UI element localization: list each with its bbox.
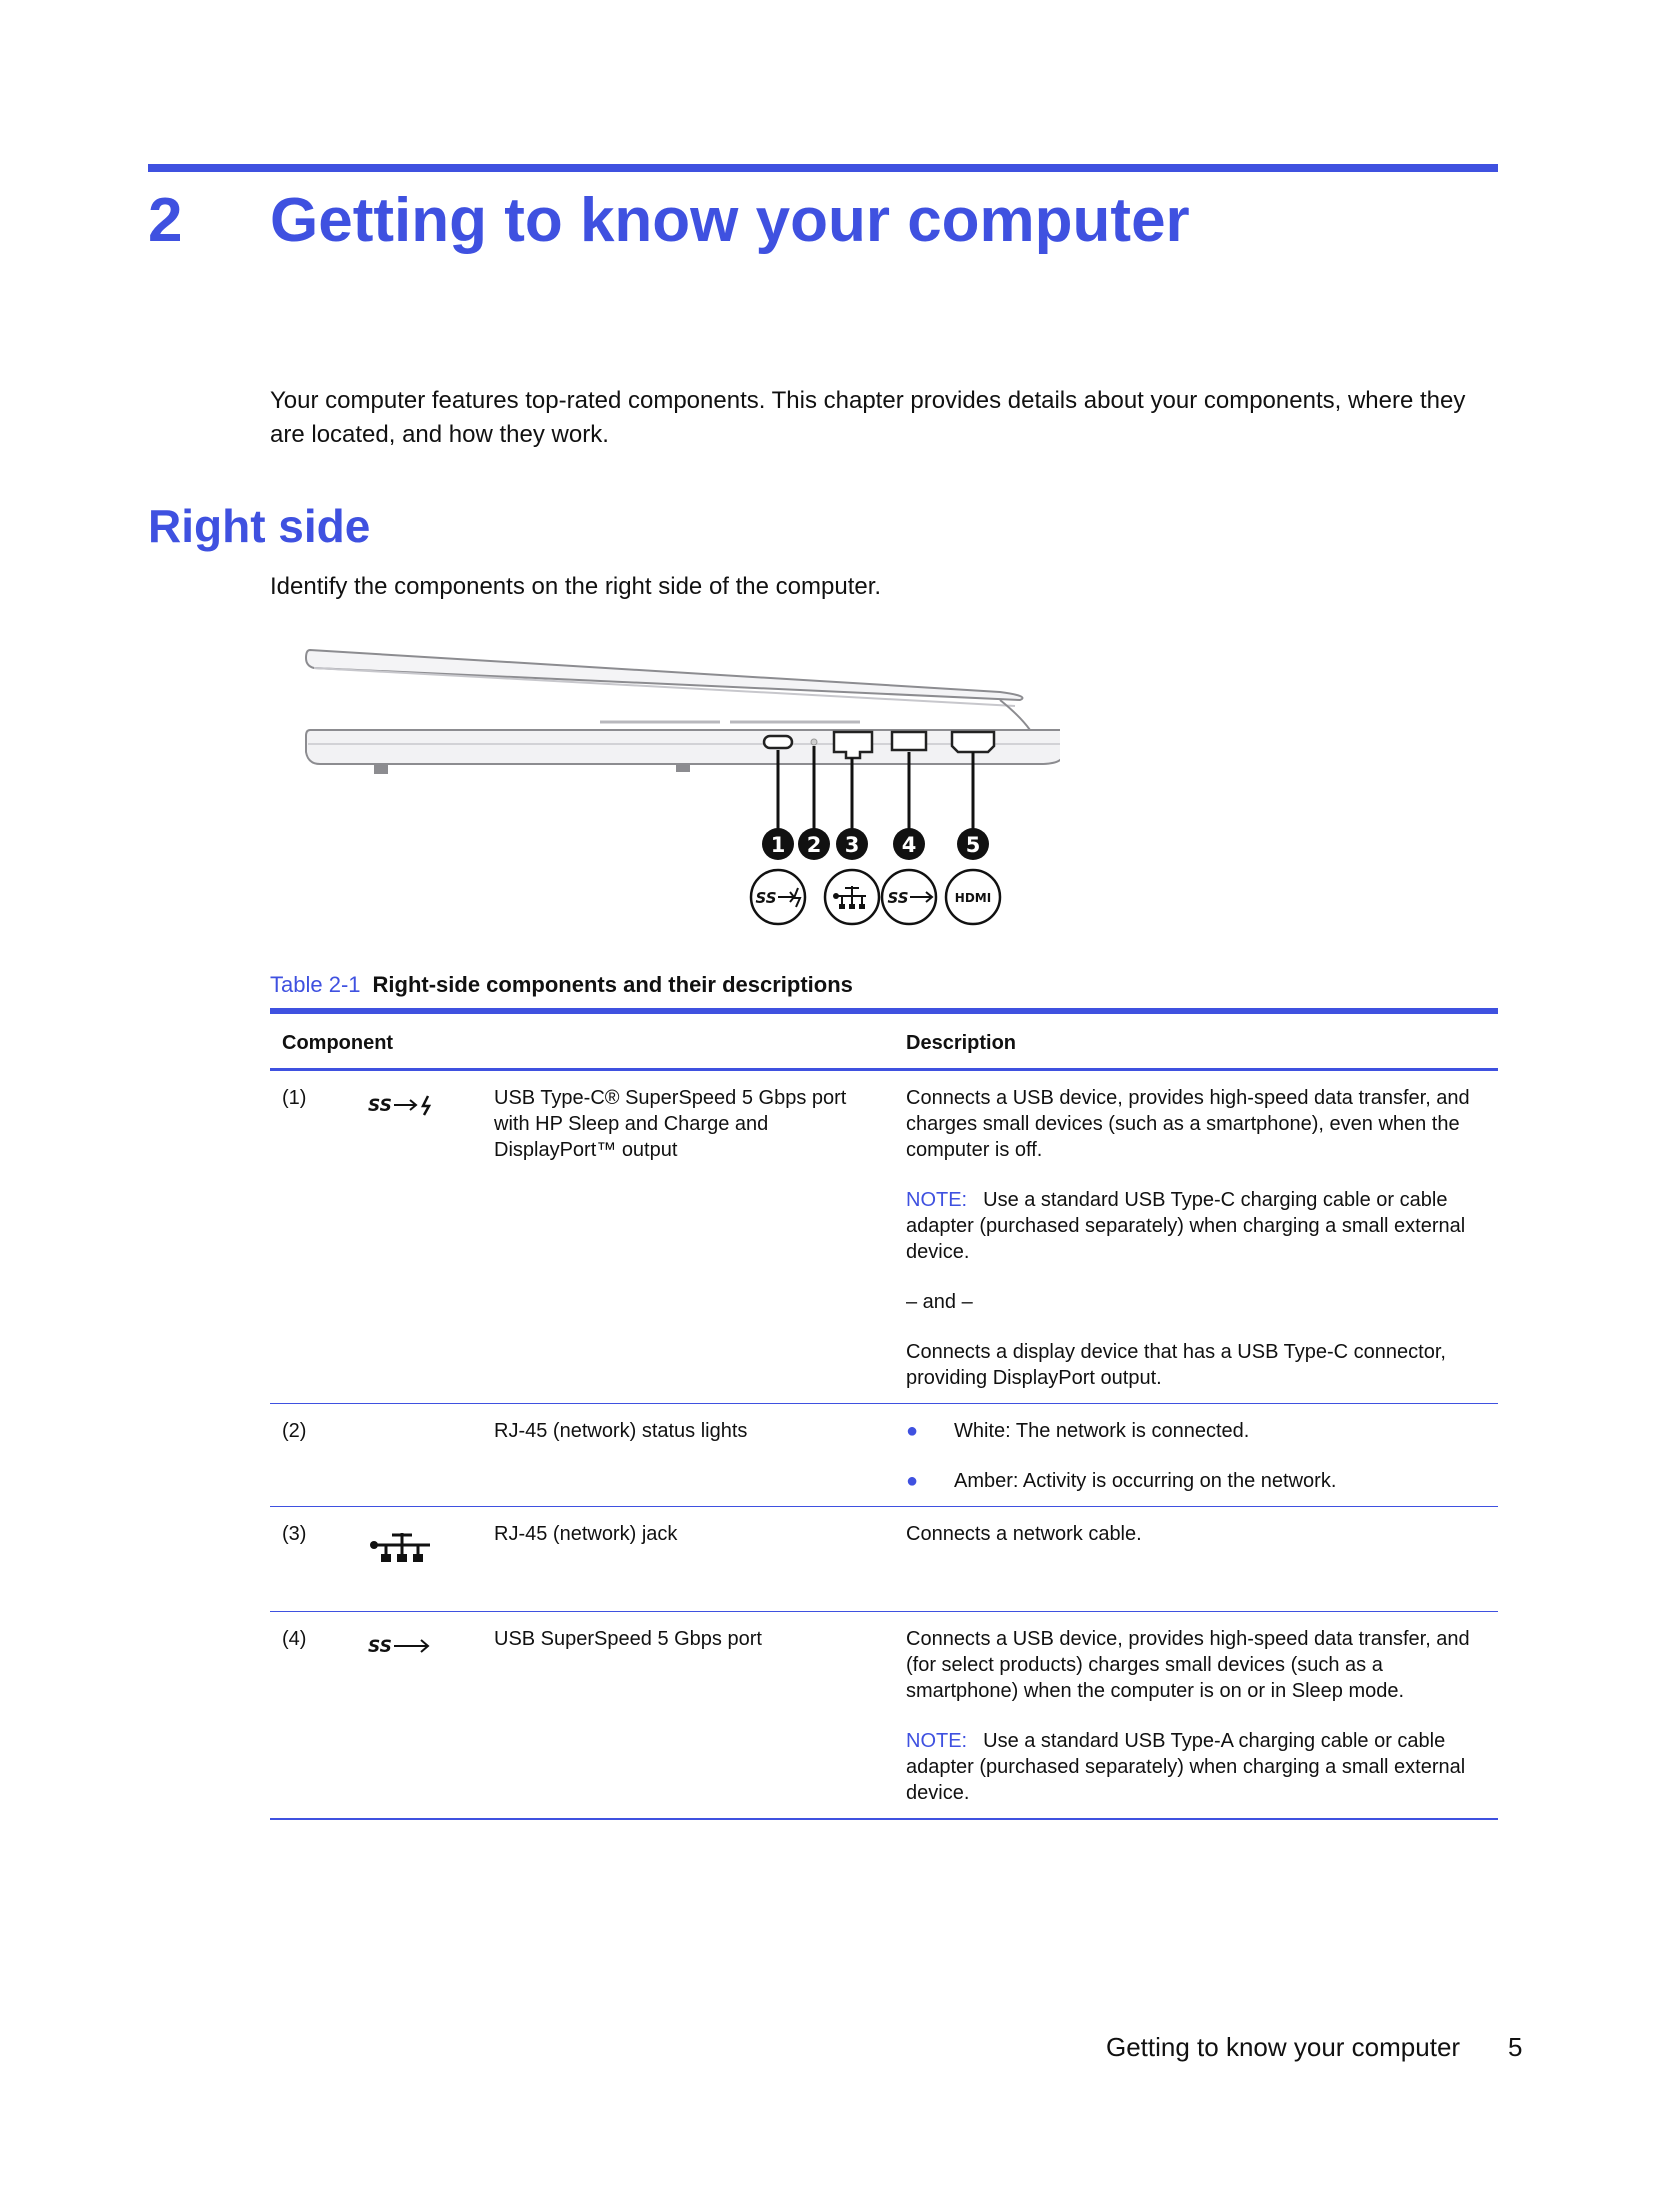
bullet-icon: ●: [906, 1470, 919, 1492]
note-text: Use a standard USB Type-C charging cable or cable adapter (purchased separately) when charging a small external device.: [906, 1189, 1466, 1263]
note-label: NOTE:: [906, 1189, 968, 1211]
svg-text:SS: SS: [368, 1096, 392, 1116]
chapter-intro: Your computer features top-rated components. This chapter provides details about your components, where they are located, and how they work.: [270, 387, 1466, 448]
usb-superspeed-icon: [366, 1634, 436, 1658]
table-row: [270, 1404, 1498, 1507]
svg-text:5: 5: [965, 833, 981, 857]
note: [906, 1728, 1486, 1806]
hdmi-port: [952, 732, 994, 752]
note-label: NOTE:: [906, 1730, 968, 1752]
description-text: Connects a USB device, provides high-speed data transfer, and (for select products) charges small devices (such as a smartphone) when the computer is on or in Sleep mode.: [906, 1628, 1470, 1702]
section-heading: Right side: [148, 500, 371, 552]
svg-text:1: 1: [770, 833, 786, 857]
description-text: Connects a network cable.: [906, 1523, 1142, 1545]
usb-superspeed-icon: [882, 870, 936, 924]
component-name: RJ-45 (network) jack: [482, 1507, 894, 1612]
callouts: [762, 828, 989, 860]
bullet-item: ● Amber: Activity is occurring on the network.: [906, 1470, 1337, 1492]
network-jack-icon: [825, 870, 879, 924]
usb-c-superspeed-charge-icon: [751, 870, 805, 924]
bullet-item: ● White: The network is connected.: [906, 1420, 1250, 1442]
laptop-lid: [306, 650, 1023, 700]
usb-a-port: [892, 732, 926, 750]
table-row: [270, 1612, 1498, 1820]
component-description: [894, 1507, 1498, 1612]
row-number: (4): [270, 1612, 354, 1820]
chapter-number: 2: [148, 186, 183, 255]
svg-text:4: 4: [901, 833, 917, 857]
footer-title: Getting to know your computer: [1106, 2032, 1461, 2062]
table-row: [270, 1507, 1498, 1612]
and-separator: – and –: [906, 1291, 973, 1313]
note: [906, 1187, 1486, 1265]
component-description: [894, 1404, 1498, 1507]
component-name: RJ-45 (network) status lights: [482, 1404, 894, 1507]
component-name: USB SuperSpeed 5 Gbps port: [482, 1612, 894, 1820]
table-caption-text: Right-side components and their descriptions: [372, 972, 853, 997]
right-side-figure: [300, 640, 1060, 930]
chapter-rule: [148, 164, 1498, 172]
header-description: Description: [894, 1011, 1498, 1070]
component-description: [894, 1070, 1498, 1404]
status-light: [811, 739, 817, 745]
usb-c-superspeed-charge-icon: [366, 1093, 436, 1117]
row-number: (1): [270, 1070, 354, 1404]
svg-text:3: 3: [844, 833, 860, 857]
component-name: USB Type-C® SuperSpeed 5 Gbps port with HP Sleep and Charge and DisplayPort™ output: [482, 1070, 894, 1404]
svg-text:SS: SS: [755, 889, 777, 907]
network-jack-icon: [366, 1529, 436, 1565]
hdmi-icon: [946, 870, 1000, 924]
table-caption-label: Table 2-1: [270, 972, 361, 997]
page-number: 5: [1508, 2032, 1523, 2062]
svg-text:SS: SS: [887, 889, 909, 907]
header-component: Component: [270, 1011, 894, 1070]
description-text: Connects a USB device, provides high-speed data transfer, and charges small devices (such as a smartphone), even when the computer is off.: [906, 1087, 1470, 1161]
bullet-icon: ●: [906, 1420, 919, 1442]
svg-text:HDMI: HDMI: [954, 891, 992, 905]
row-number: (3): [270, 1507, 354, 1612]
laptop-base: [306, 730, 1060, 764]
note-text: Use a standard USB Type-A charging cable or cable adapter (purchased separately) when charging a small external device.: [906, 1730, 1466, 1804]
usb-c-port: [764, 736, 792, 748]
component-description: [894, 1612, 1498, 1820]
table-caption: [270, 970, 853, 1000]
section-intro: Identify the components on the right side of the computer.: [270, 573, 882, 600]
chapter-title: Getting to know your computer: [270, 186, 1190, 255]
row-number: (2): [270, 1404, 354, 1507]
svg-text:SS: SS: [368, 1637, 392, 1657]
table-row: [270, 1070, 1498, 1404]
description-text: Connects a display device that has a USB Type-C connector, providing DisplayPort output.: [906, 1341, 1446, 1389]
components-table: [270, 1008, 1498, 1820]
svg-text:2: 2: [806, 833, 822, 857]
